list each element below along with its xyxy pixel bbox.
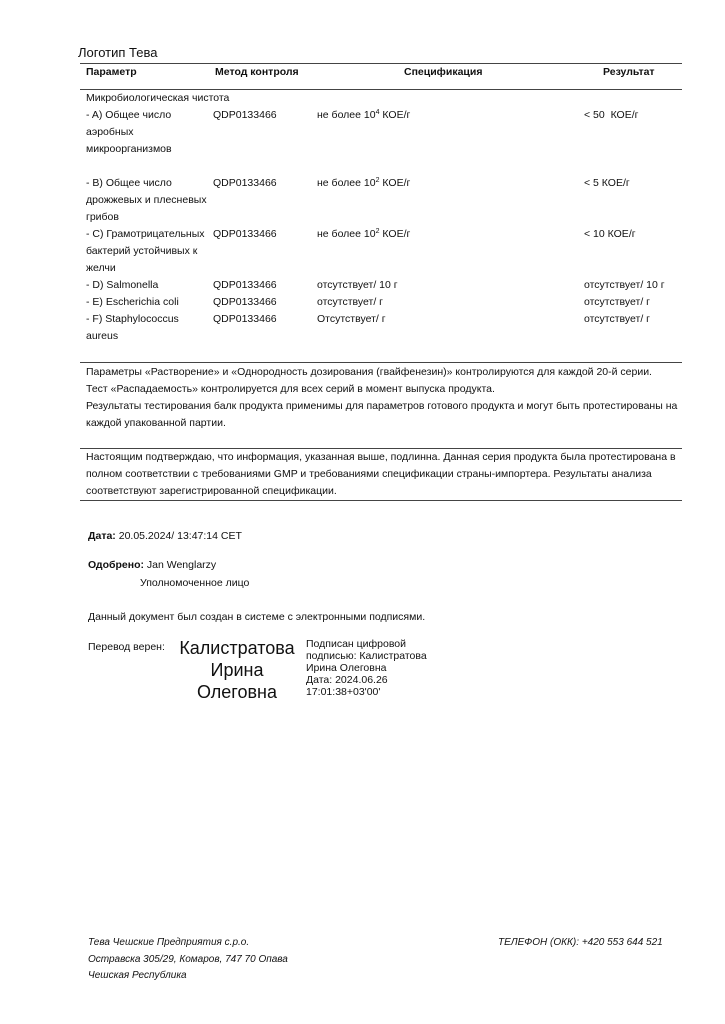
company-name: Тева Чешские Предприятия с.р.о.	[88, 937, 250, 948]
spec-cell	[317, 311, 584, 345]
spec-unit: КОЕ/г	[379, 177, 411, 189]
note: Результаты тестирования балк продукта применимы для параметров готового продукта и могут быть протестированы на каждой упакованной партии.	[86, 400, 678, 429]
spec-text: Отсутствует/ г	[317, 313, 386, 325]
result-cell: отсутствует/ г	[584, 296, 650, 308]
signature-line: Олеговна	[196, 682, 277, 702]
signature-line: Ирина	[210, 660, 264, 680]
digital-signature-info	[306, 638, 427, 698]
table-row	[86, 294, 682, 311]
footer-company	[88, 935, 288, 985]
col-header-result: Результат	[603, 66, 655, 78]
company-country: Чешская Республика	[88, 970, 187, 981]
spec-text: отсутствует/ 10 г	[317, 279, 398, 291]
result-cell: < 10 КОЕ/г	[584, 228, 636, 240]
divider	[80, 63, 682, 64]
parameter-cell: - D) Salmonella	[86, 279, 159, 291]
parameter-cell: - B) Общее число дрожжевых и плесневых грибов	[86, 177, 207, 223]
method-cell: QDP0133466	[213, 177, 277, 189]
translator-signature	[172, 637, 302, 703]
method-cell: QDP0133466	[213, 296, 277, 308]
approver-role: Уполномоченное лицо	[140, 577, 250, 589]
method-cell: QDP0133466	[213, 279, 277, 291]
note: Тест «Распадаемость» контролируется для всех серий в момент выпуска продукта.	[86, 383, 495, 395]
method-cell: QDP0133466	[213, 228, 277, 240]
section-heading: Микробиологическая чистота	[86, 92, 230, 104]
table-row	[86, 277, 682, 294]
divider	[80, 362, 682, 363]
spec-text: отсутствует/ г	[317, 296, 383, 308]
company-address: Остравска 305/29, Комаров, 747 70 Опава	[88, 953, 288, 965]
parameter-cell: - A) Общее число аэробных микроорганизмов	[86, 109, 172, 155]
parameter-cell: - C) Грамотрицательных бактерий устойчивых к желчи	[86, 228, 205, 274]
date-value: 20.05.2024/ 13:47:14 CET	[115, 530, 242, 542]
col-header-method: Метод контроля	[215, 66, 299, 78]
table-row	[86, 311, 682, 345]
date-line	[88, 530, 242, 542]
date-label: Дата:	[88, 530, 116, 542]
approved-line	[88, 559, 216, 571]
signature-info-line: Ирина Олеговна	[306, 662, 387, 674]
table-row	[86, 175, 682, 226]
signature-line: Калистратова	[179, 638, 295, 658]
note: Параметры «Растворение» и «Однородность дозирования (гвайфенезин)» контролируются для каждой 20-й серии.	[86, 366, 652, 378]
footer-phone: ТЕЛЕФОН (ОКК): +420 553 644 521	[498, 937, 663, 948]
parameter-cell: - E) Escherichia coli	[86, 296, 179, 308]
signature-info-line: Подписан цифровой	[306, 638, 407, 650]
spec-unit: КОЕ/г	[379, 228, 411, 240]
spec-cell	[317, 277, 584, 294]
notes	[86, 364, 682, 432]
approved-label: Одобрено:	[88, 559, 144, 571]
spec-cell	[317, 226, 584, 277]
divider	[80, 500, 682, 501]
signature-info-line: подписью: Калистратова	[306, 650, 427, 662]
spec-cell	[317, 175, 584, 226]
spec-text: не более 10	[317, 109, 376, 121]
spec-exponent: 4	[375, 109, 380, 116]
table-row	[86, 226, 682, 277]
spec-cell	[317, 107, 584, 158]
parameter-cell: - F) Staphylococcus aureus	[86, 313, 179, 342]
spec-exponent: 2	[375, 228, 380, 235]
spec-exponent: 2	[375, 177, 380, 184]
signature-info-line: 17:01:38+03'00'	[306, 686, 381, 698]
method-cell: QDP0133466	[213, 313, 277, 325]
translation-label: Перевод верен:	[88, 641, 165, 653]
results-table	[86, 90, 682, 345]
table-row	[86, 107, 682, 158]
statement: Настоящим подтверждаю, что информация, указанная выше, подлинна. Данная серия продукта была протестирована в полном соответствии с требованиями GMP и требованиями спецификации страны-импортера. Результаты анализа соответствуют зарегистрированной спецификации.	[86, 451, 676, 497]
spec-unit: КОЕ/г	[379, 109, 411, 121]
col-header-parameter: Параметр	[86, 66, 137, 78]
result-cell: < 5 КОЕ/г	[584, 177, 630, 189]
esign-note: Данный документ был создан в системе с электронными подписями.	[88, 611, 426, 623]
spec-text: не более 10	[317, 177, 376, 189]
result-cell: отсутствует/ г	[584, 313, 650, 325]
result-cell: отсутствует/ 10 г	[584, 279, 665, 291]
signature-info-line: Дата: 2024.06.26	[306, 674, 388, 686]
approver-name: Jan Wenglarzy	[143, 559, 217, 571]
method-cell: QDP0133466	[213, 109, 277, 121]
col-header-spec: Спецификация	[404, 66, 483, 78]
result-cell: < 50 КОЕ/г	[584, 109, 639, 121]
spec-text: не более 10	[317, 228, 376, 240]
spec-cell	[317, 294, 584, 311]
logo-placeholder: Логотип Тева	[78, 45, 158, 60]
